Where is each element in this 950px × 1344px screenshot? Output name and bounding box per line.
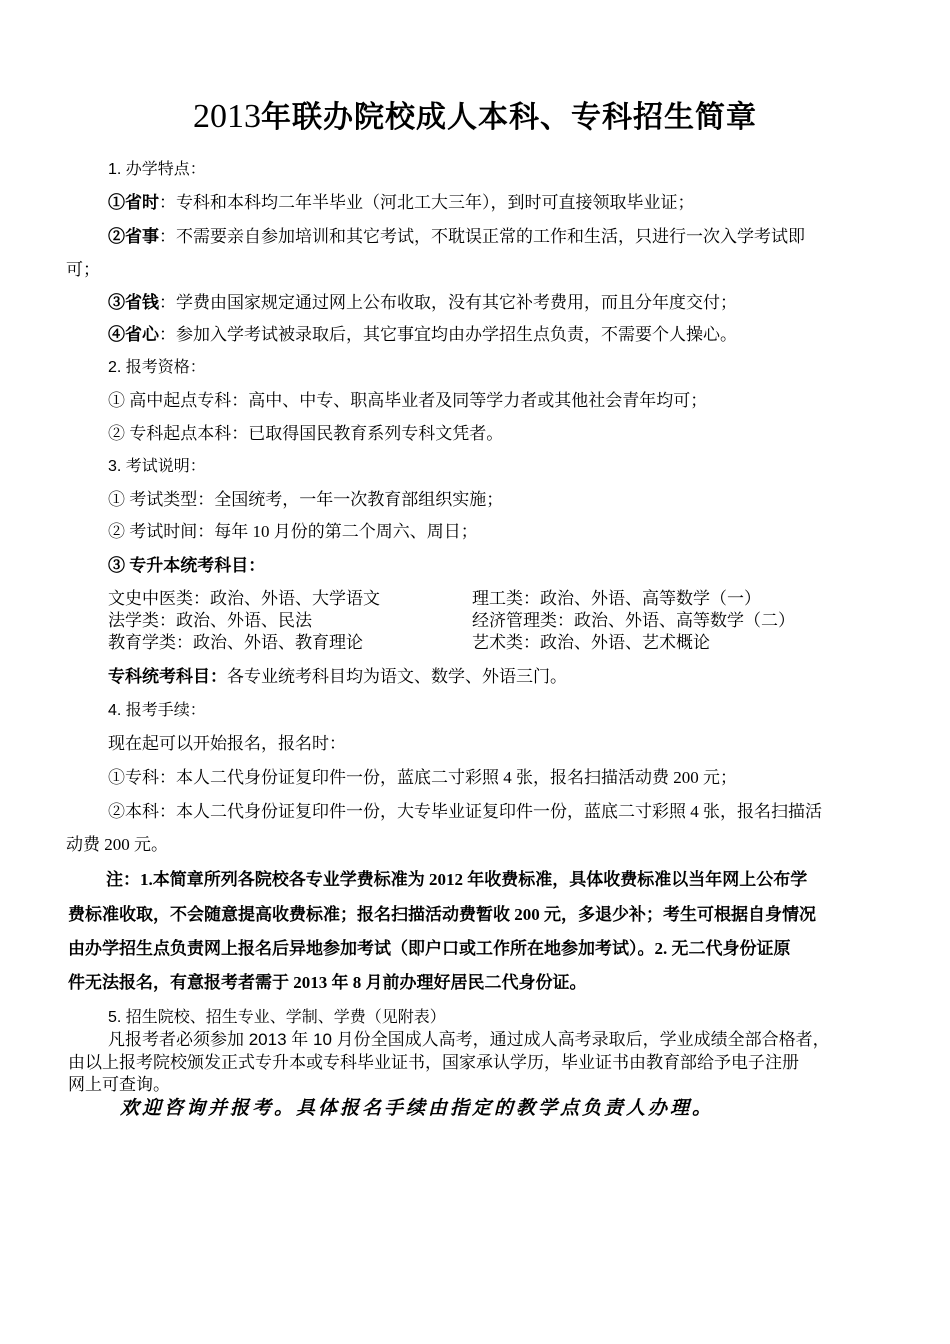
sec3-item-1: ① 考试类型：全国统考，一年一次教育部组织实施； [108, 490, 504, 509]
sec2-item-1: ① 高中起点专科：高中、中专、职高毕业者及同等学力者或其他社会青年均可； [108, 391, 708, 410]
note-line-3: 由办学招生点负责网上报名后异地参加考试（即户口或工作所在地参加考试）。2. 无二代身份证原 [68, 939, 791, 958]
subject-left-1: 文史中医类：政治、外语、大学语文 [108, 589, 380, 608]
title-year: 2013 [193, 98, 261, 135]
closing-line: 欢迎咨询并报考。具体报名手续由指定的教学点负责人办理。 [120, 1097, 715, 1119]
document-title [60, 92, 890, 136]
sec3-subheading: ③ 专升本统考科目： [108, 556, 266, 575]
note-line-2: 费标准收取，不会随意提高收费标准；报名扫描活动费暂收 200 元，多退少补；考生可根据自身情况 [68, 905, 816, 924]
sec4-item-2-cont: 动费 200 元。 [66, 835, 168, 854]
subject-right-1: 理工类：政治、外语、高等数学（一） [472, 589, 761, 608]
section-2-heading: 2. 报考资格： [108, 359, 206, 376]
section-5-heading: 5. 招生院校、招生专业、学制、学费（见附表） [108, 1009, 446, 1026]
sec4-item-1: ①专科：本人二代身份证复印件一份，蓝底二寸彩照 4 张，报名扫描活动费 200 元； [108, 768, 737, 787]
sec2-item-2: ② 专科起点本科：已取得国民教育系列专科文凭者。 [108, 424, 504, 443]
subject-right-2: 经济管理类：政治、外语、高等数学（二） [472, 611, 795, 630]
note-line-4: 件无法报名，有意报考者需于 2013 年 8 月前办理好居民二代身份证。 [68, 973, 587, 992]
sec1-item-1: ①省时：专科和本科均二年半毕业（河北工大三年），到时可直接领取毕业证； [108, 193, 695, 212]
subject-left-2: 法学类：政治、外语、民法 [108, 611, 312, 630]
title-text: 年联办院校成人本科、专科招生简章 [261, 100, 757, 135]
section-3-heading: 3. 考试说明： [108, 458, 206, 475]
sec1-item-2: ②省事：不需要亲自参加培训和其它考试，不耽误正常的工作和生活，只进行一次入学考试即 [108, 227, 805, 246]
sec5-line-2: 由以上报考院校颁发正式专升本或专科毕业证书，国家承认学历，毕业证书由教育部给予电子注册 [68, 1053, 799, 1072]
sec4-intro: 现在起可以开始报名，报名时： [108, 734, 346, 753]
sec3-item-2: ② 考试时间：每年 10 月份的第二个周六、周日； [108, 522, 478, 541]
subject-left-3: 教育学类：政治、外语、教育理论 [108, 633, 363, 652]
sec5-line-1: 凡报考者必须参加 2013 年 10 月份全国成人高考，通过成人高考录取后，学业成绩全部合格者， [108, 1030, 830, 1049]
note-line-1: 注：1.本简章所列各院校各专业学费标准为 2012 年收费标准，具体收费标准以当年网上公布学 [106, 870, 808, 889]
section-1-heading: 1. 办学特点： [108, 161, 206, 178]
subject-right-3: 艺术类：政治、外语、艺术概论 [472, 633, 710, 652]
sec1-item-2-cont: 可； [66, 260, 100, 279]
zhuanke-subjects: 专科统考科目：各专业统考科目均为语文、数学、外语三门。 [108, 667, 567, 686]
section-4-heading: 4. 报考手续： [108, 702, 206, 719]
sec1-item-3: ③省钱：学费由国家规定通过网上公布收取，没有其它补考费用，而且分年度交付； [108, 293, 737, 312]
sec4-item-2: ②本科：本人二代身份证复印件一份，大专毕业证复印件一份，蓝底二寸彩照 4 张，报名扫描活 [108, 802, 822, 821]
sec1-item-4: ④省心：参加入学考试被录取后，其它事宜均由办学招生点负责，不需要个人操心。 [108, 325, 737, 344]
sec5-line-3: 网上可查询。 [68, 1075, 170, 1094]
